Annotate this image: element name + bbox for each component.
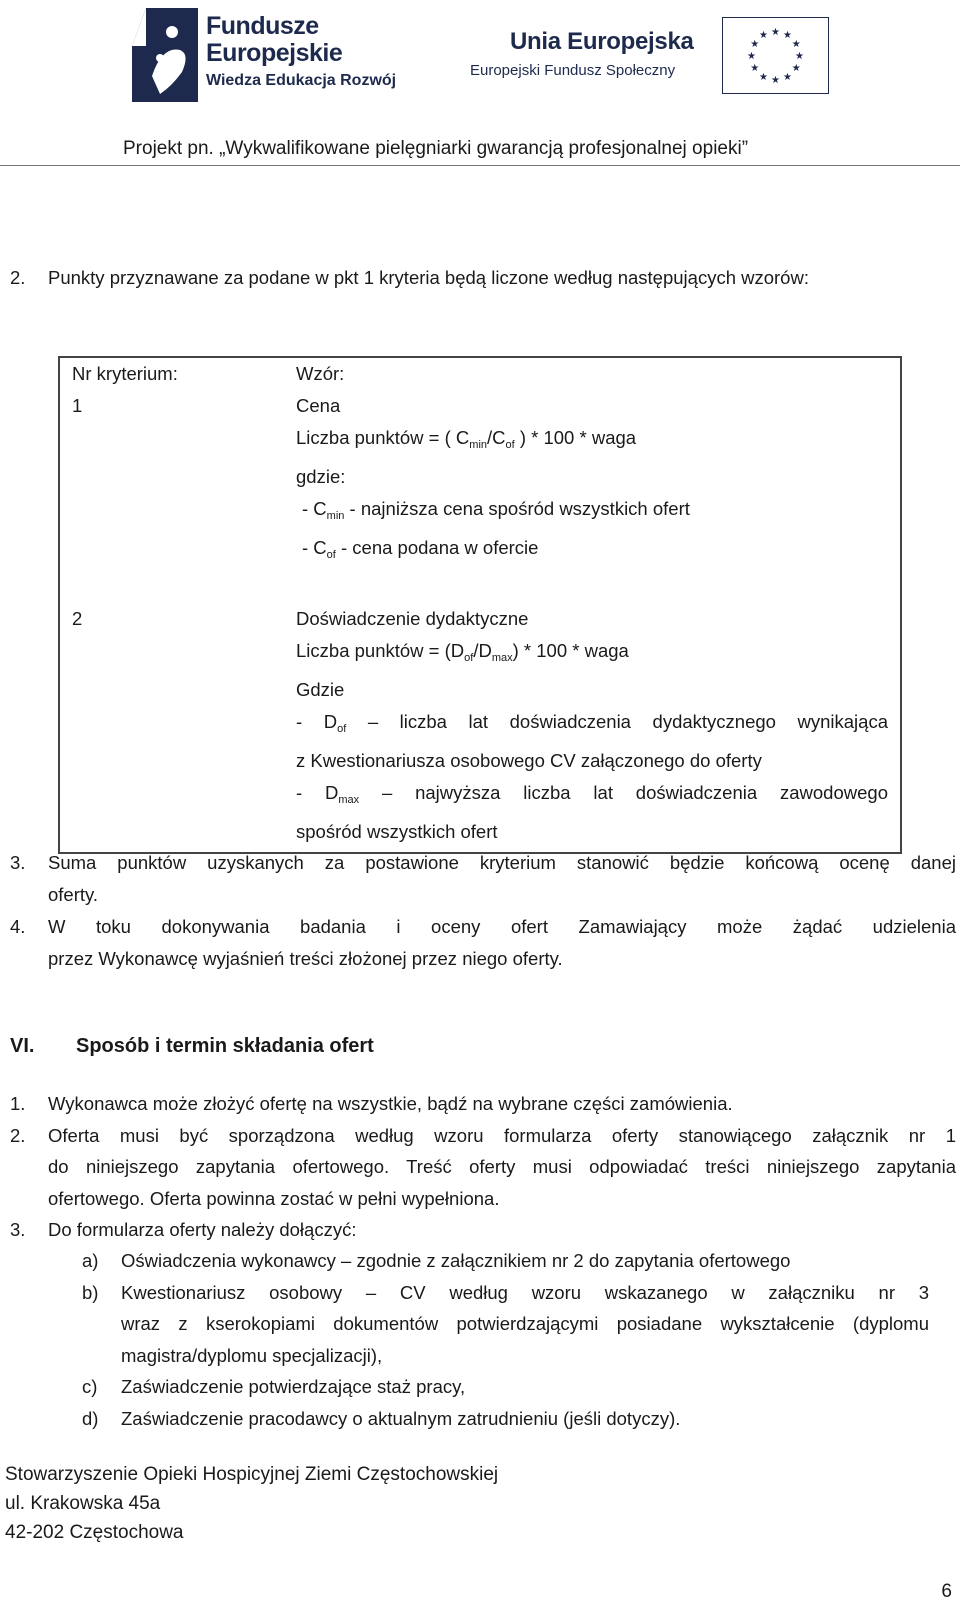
row1-def2: - $C_{of}$ - cena podana w ofercie: [302, 537, 539, 561]
list-item: Zaświadczenie pracodawcy o aktualnym zatrudnieniu (jeśli dotyczy).: [121, 1407, 681, 1429]
section2-number: 2.: [10, 267, 26, 288]
table-row: [59, 390, 901, 603]
row1-title: Cena: [296, 395, 341, 416]
eu-star-icon: ★: [759, 71, 768, 83]
row2-title: Doświadczenie dydaktyczne: [296, 608, 529, 629]
row2-def1: - $D_{of}$ – liczba lat doświadczenia dydaktycznego wynikająca: [296, 711, 888, 735]
list-item: magistra/dyplomu specjalizacji),: [121, 1344, 383, 1366]
eu-star-icon: ★: [791, 39, 801, 50]
section2-text: Punkty przyznawane za podane w pkt 1 kryteria będą liczone według następujących wzorów:: [48, 267, 809, 288]
chapter-title: Sposób i termin składania ofert: [76, 1035, 374, 1057]
header-divider: [0, 165, 960, 166]
eu-star-icon: ★: [750, 39, 760, 50]
section4-line1: W toku dokonywania badania i oceny ofert Zamawiający może żądać udzielenia: [48, 916, 956, 937]
footer-city: 42-202 Częstochowa: [5, 1522, 184, 1543]
ue-logo-line1: Unia Europejska: [510, 28, 694, 55]
list-item-number: 2.: [10, 1124, 26, 1146]
ue-logo-line2: Europejski Fundusz Społeczny: [470, 62, 676, 79]
row2-def2-cont: spośród wszystkich ofert: [296, 821, 498, 842]
row1-formula-cell: [296, 390, 901, 603]
eu-star-icon: ★: [771, 75, 780, 86]
list-item: Wykonawca może złożyć ofertę na wszystkie, bądź na wybrane części zamówienia.: [48, 1093, 733, 1114]
list-item-number: 1.: [10, 1093, 26, 1114]
sub-item-label: a): [82, 1250, 99, 1271]
section4-line2: przez Wykonawcę wyjaśnień treści złożonej przez niego oferty.: [48, 948, 563, 969]
list-item: do niniejszego zapytania ofertowego. Treść oferty musi odpowiadać treści niniejszego zapytania: [48, 1156, 956, 1177]
fe-logo-line2: Europejskie: [206, 39, 343, 67]
eu-flag-icon: [722, 17, 829, 94]
criteria-table: [58, 356, 902, 854]
eu-star-icon: ★: [791, 63, 801, 74]
section3-number: 3.: [10, 852, 26, 873]
fundusze-logo-text: [206, 14, 396, 89]
list-item: wraz z kserokopiami dokumentów potwierdzającymi posiadane wykształcenie (dyplomu: [121, 1313, 929, 1334]
list-item: Do formularza oferty należy dołączyć:: [48, 1219, 357, 1240]
row2-nr: 2: [72, 608, 83, 629]
table-header-row: [59, 357, 901, 390]
sub-item-label: b): [82, 1281, 99, 1303]
table-header-nr: Nr kryterium:: [72, 363, 178, 384]
row1-nr: 1: [72, 395, 83, 416]
row1-gdzie: gdzie:: [296, 466, 346, 487]
section3-line1: Suma punktów uzyskanych za postawione kryterium stanowić będzie końcową ocenę danej: [48, 852, 956, 873]
section4-number: 4.: [10, 916, 26, 937]
list-item: Oświadczenia wykonawcy – zgodnie z załącznikiem nr 2 do zapytania ofertowego: [121, 1250, 791, 1271]
eu-star-icon: ★: [750, 63, 760, 74]
eu-star-icon: ★: [771, 27, 780, 38]
eu-star-icon: ★: [783, 30, 792, 42]
project-title: Projekt pn. „Wykwalifikowane pielęgniarki gwarancją profesjonalnej opieki”: [123, 138, 749, 159]
row1-formula: Liczba punktów = ( $C_{min}/C_{of}$ ) * 100 * waga: [296, 427, 637, 451]
list-item: Zaświadczenie potwierdzające staż pracy,: [121, 1376, 466, 1397]
row2-formula-cell: [296, 603, 901, 853]
fe-logo-line1: Fundusze: [206, 12, 319, 40]
table-header-wzor: Wzór:: [296, 363, 345, 384]
footer-street: ul. Krakowska 45a: [5, 1493, 161, 1514]
list-item-number: 3.: [10, 1219, 26, 1240]
row2-formula: Liczba punktów = $(D_{of}/D_{max}) * 100$ * waga: [296, 640, 629, 664]
list-item: Kwestionariusz osobowy – CV według wzoru wskazanego w załączniku nr 3: [121, 1281, 929, 1303]
sub-item-label: d): [82, 1407, 99, 1429]
row2-def1-cont: z Kwestionariusza osobowego CV załączonego do oferty: [296, 750, 762, 771]
eu-star-icon: ★: [759, 30, 768, 42]
eu-star-icon: ★: [795, 51, 804, 62]
sub-item-label: c): [82, 1376, 98, 1397]
row1-def1: - $C_{min}$ - najniższa cena spośród wszystkich ofert: [302, 498, 690, 522]
eu-star-icon: ★: [783, 71, 792, 83]
chapter-number: VI.: [10, 1035, 35, 1057]
list-item: Oferta musi być sporządzona według wzoru formularza oferty stanowiącego załącznik nr 1: [48, 1124, 956, 1146]
row2-def2: - $D_{max}$ – najwyższa liczba lat doświadczenia zawodowego: [296, 782, 888, 806]
unia-europejska-logo-text: [470, 28, 694, 79]
footer-org-name: Stowarzyszenie Opieki Hospicyjnej Ziemi Częstochowskiej: [5, 1464, 499, 1485]
page-number: 6: [941, 1581, 952, 1602]
fe-logo-line3: Wiedza Edukacja Rozwój: [206, 72, 397, 89]
fundusze-europejskie-logo-icon: [132, 6, 198, 102]
row2-gdzie: Gdzie: [296, 679, 345, 700]
table-row: [59, 603, 901, 853]
list-item: ofertowego. Oferta powinna zostać w pełni wypełniona.: [48, 1187, 500, 1209]
section3-line2: oferty.: [48, 884, 99, 905]
eu-star-icon: ★: [747, 51, 756, 62]
